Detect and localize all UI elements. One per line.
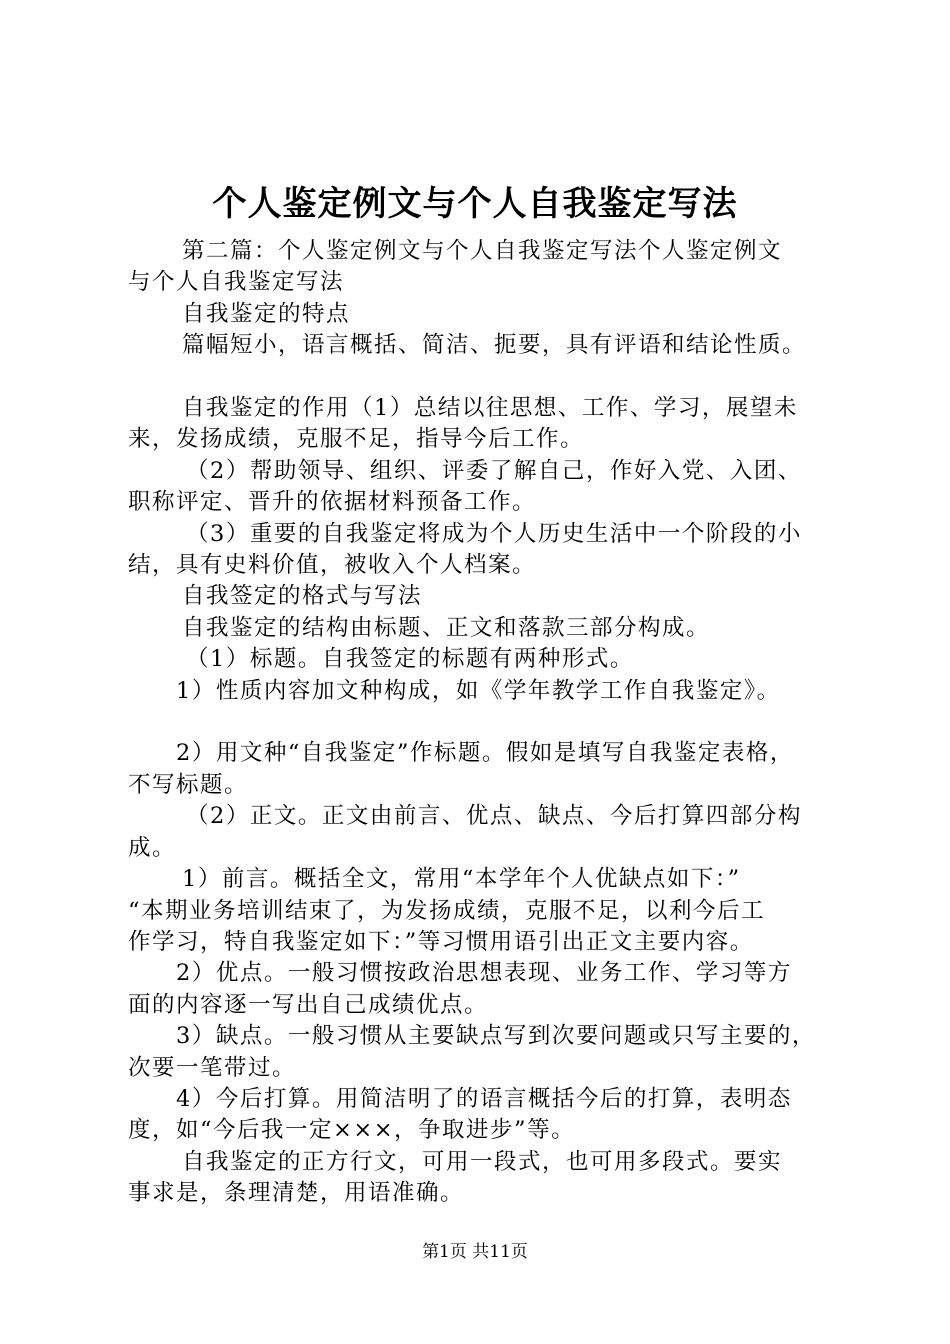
paragraph-line: （2）帮助领导、组织、评委了解自己，作好入党、入团、 <box>186 457 802 484</box>
paragraph-line: 2）优点。一般习惯按政治思想表现、业务工作、学习等方 <box>176 960 792 987</box>
section-heading: 自我签定的格式与写法 <box>182 583 423 610</box>
paragraph-line: 事求是，条理清楚，用语准确。 <box>128 1180 465 1207</box>
document-body <box>128 236 840 1210</box>
paragraph-line: 次要一笔带过。 <box>128 1054 297 1081</box>
document-title: 个人鉴定例文与个人自我鉴定写法 <box>212 184 738 224</box>
paragraph-line: 3）缺点。一般习惯从主要缺点写到次要问题或只写主要的， <box>176 1023 816 1050</box>
paragraph-line: 职称评定、晋升的依据材料预备工作。 <box>128 489 537 516</box>
paragraph-line: 1）性质内容加文种构成，如《学年教学工作自我鉴定》。 <box>176 677 781 704</box>
paragraph-line: （1）标题。自我签定的标题有两种形式。 <box>186 646 634 673</box>
paragraph-line: 第二篇：个人鉴定例文与个人自我鉴定写法个人鉴定例文 <box>182 238 783 264</box>
blank-line <box>128 362 840 393</box>
page-number-footer: 第1页 共11页 <box>422 1242 528 1262</box>
paragraph-line: 作学习，特自我鉴定如下：”等习惯用语引出正文主要内容。 <box>128 928 754 955</box>
paragraph-line: 成。 <box>128 834 177 861</box>
paragraph-line: 1）前言。概括全文，常用“本学年个人优缺点如下：” <box>182 866 741 893</box>
paragraph-line: 自我鉴定的作用（1）总结以往思想、工作、学习，展望未 <box>182 395 798 422</box>
paragraph-line: 来，发扬成绩，克服不足，指导今后工作。 <box>128 426 585 453</box>
paragraph-line: “本期业务培训结束了，为发扬成绩，克服不足，以利今后工 <box>128 897 766 924</box>
paragraph-line: （2）正文。正文由前言、优点、缺点、今后打算四部分构 <box>186 803 802 830</box>
section-heading: 自我鉴定的特点 <box>182 300 351 327</box>
paragraph-line: 2）用文种“自我鉴定”作标题。假如是填写自我鉴定表格， <box>176 740 794 767</box>
paragraph-line: 面的内容逐一写出自己成绩优点。 <box>128 991 489 1018</box>
paragraph-line: （3）重要的自我鉴定将成为个人历史生活中一个阶段的小 <box>186 520 802 547</box>
paragraph-line: 自我鉴定的结构由标题、正文和落款三部分构成。 <box>182 614 711 641</box>
paragraph-line: 与个人自我鉴定写法 <box>128 269 345 296</box>
paragraph-line: 不写标题。 <box>128 771 249 798</box>
paragraph-line: 结，具有史料价值，被收入个人档案。 <box>128 552 537 579</box>
paragraph-line: 篇幅短小，语言概括、简洁、扼要，具有评语和结论性质。 <box>182 332 807 359</box>
paragraph-line: 度，如“今后我一定×××，争取进步”等。 <box>128 1117 576 1144</box>
blank-line <box>128 707 840 738</box>
paragraph-line: 4）今后打算。用简洁明了的语言概括今后的打算，表明态 <box>176 1085 792 1112</box>
paragraph-line: 自我鉴定的正方行文，可用一段式，也可用多段式。要实 <box>182 1148 783 1175</box>
